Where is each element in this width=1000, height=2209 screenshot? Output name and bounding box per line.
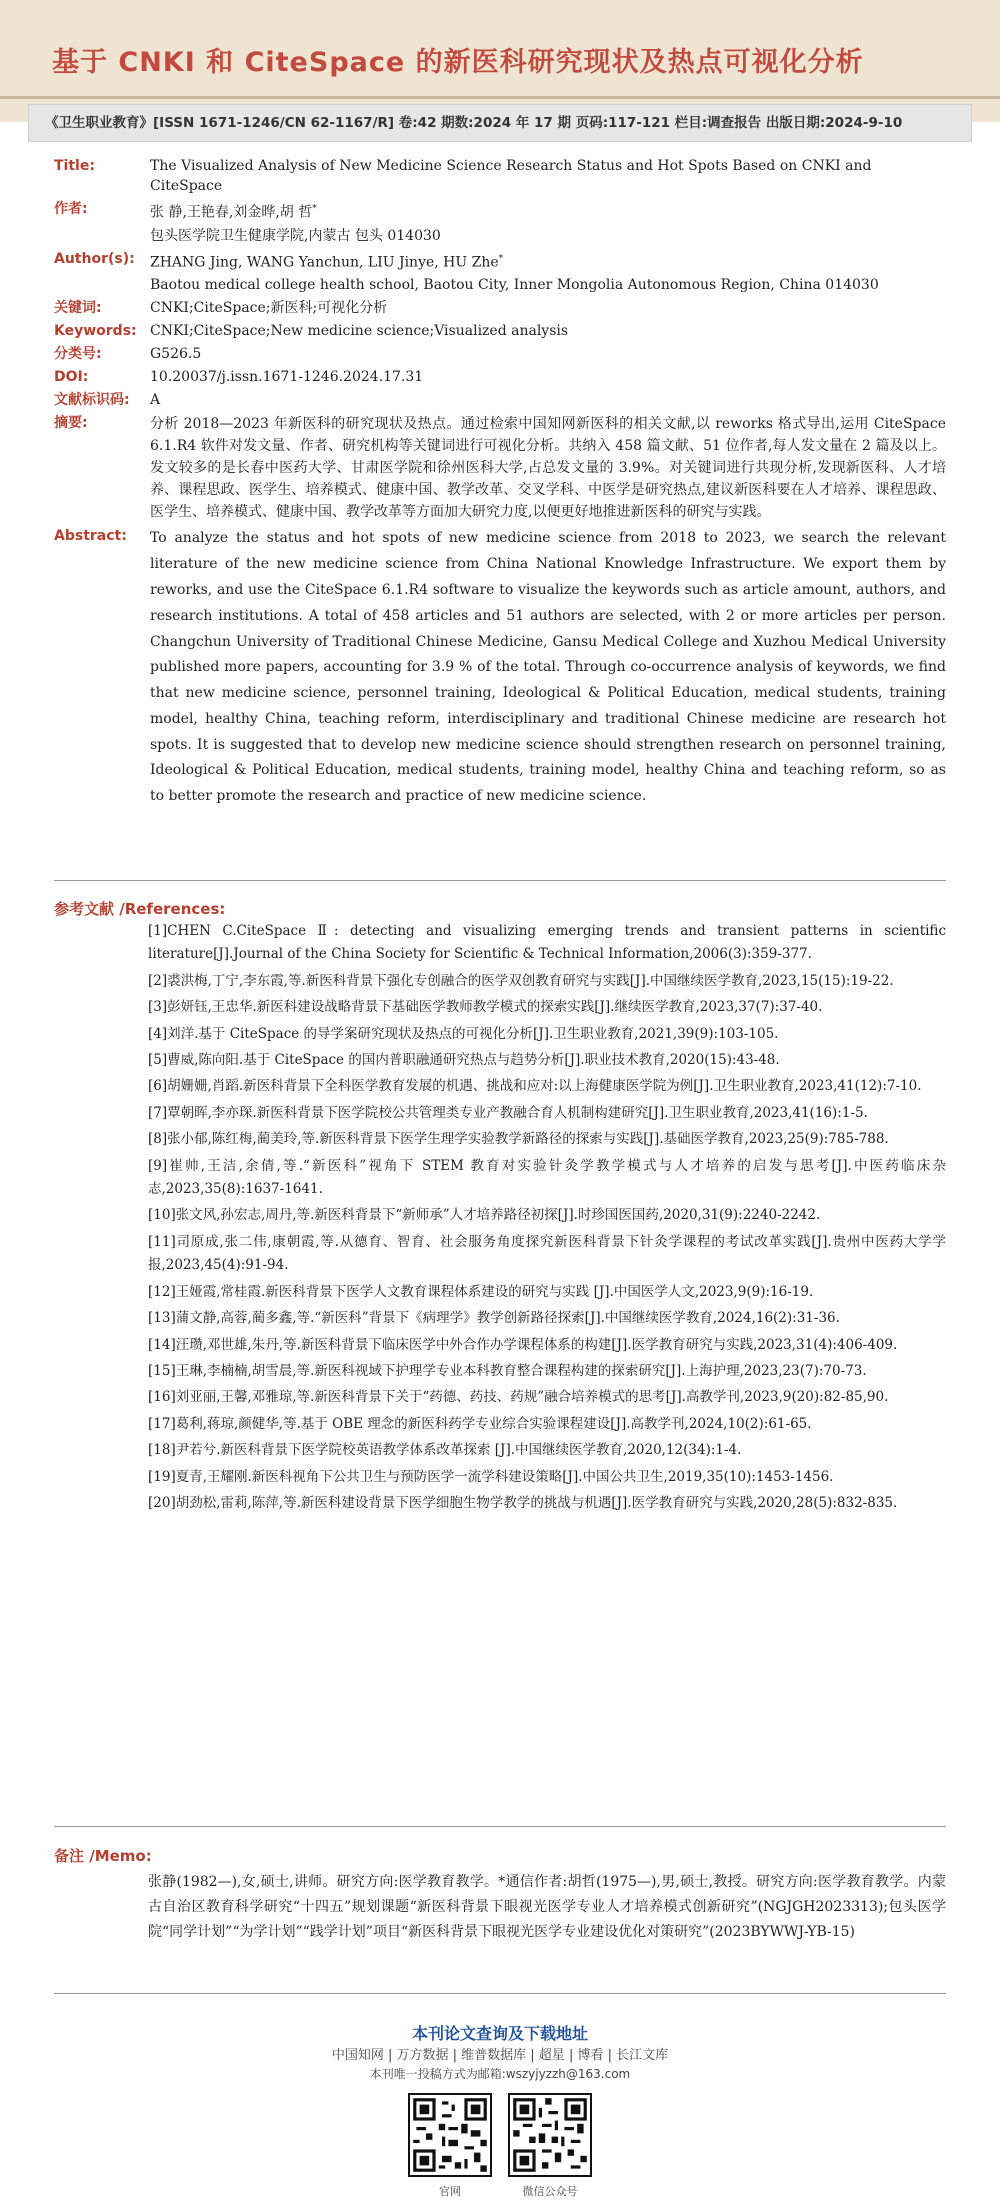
wechat-qr-caption: 微信公众号 bbox=[522, 2185, 578, 2198]
reference-item: [3]彭妍钰,王忠华.新医科建设战略背景下基础医学教师教学模式的探索实践[J].继续医学教育,2023,37(7):37-40. bbox=[148, 999, 823, 1016]
section-divider bbox=[54, 880, 946, 881]
title-en: The Visualized Analysis of New Medicine Science Research Status and Hot Spots Based on CNKI and CiteSpace bbox=[150, 158, 872, 194]
footer-title: 本刊论文查询及下载地址 bbox=[411, 2024, 588, 2043]
reference-item: [13]蒲文静,高蓉,蔺多鑫,等.“新医科”背景下《病理学》教学创新路径探索[J].中国继续医学教育,2024,16(2):31-36. bbox=[148, 1310, 840, 1327]
reference-item: [18]尹若兮.新医科背景下医学院校英语教学体系改革探索 [J].中国继续医学教育,2020,12(34):1-4. bbox=[148, 1442, 742, 1459]
affiliation-en-row bbox=[54, 275, 946, 295]
qr-code-icon bbox=[510, 2095, 590, 2175]
banner-divider bbox=[0, 96, 1000, 99]
affiliation-cn: 包头医学院卫生健康学院,内蒙古 包头 014030 bbox=[150, 227, 441, 244]
reference-item: [1]CHEN C.CiteSpace Ⅱ: detecting and visualizing emerging trends and transient patterns in scientific literature[J].Journal of the China Society for Scientific & Technical Information,2006(3):359-377. bbox=[148, 923, 946, 963]
doc-code-label: 文献标识码: bbox=[54, 392, 130, 409]
abstract-en-row bbox=[54, 526, 946, 810]
reference-item: [14]汪瓒,邓世雄,朱丹,等.新医科背景下临床医学中外合作办学课程体系的构建[J].医学教育研究与实践,2023,31(4):406-409. bbox=[148, 1336, 898, 1353]
doi-row bbox=[54, 367, 946, 387]
reference-item: [20]胡劲松,雷莉,陈萍,等.新医科建设背景下医学细胞生物学教学的挑战与机遇[J].医学教育研究与实践,2020,28(5):832-835. bbox=[148, 1494, 898, 1511]
references-heading: 参考文献 /References: bbox=[54, 900, 226, 918]
doc-code-value: A bbox=[150, 392, 161, 409]
section-divider bbox=[54, 1826, 946, 1827]
authors-en-row bbox=[54, 249, 946, 273]
reference-item: [10]张文风,孙宏志,周丹,等.新医科背景下“新师承”人才培养路径初探[J].时珍国医国药,2020,31(9):2240-2242. bbox=[148, 1207, 821, 1224]
reference-item: [4]刘洋.基于 CiteSpace 的导学案研究现状及热点的可视化分析[J].卫生职业教育,2021,39(9):103-105. bbox=[148, 1025, 779, 1042]
wechat-qr-code[interactable] bbox=[508, 2093, 592, 2177]
keywords-row bbox=[54, 298, 946, 318]
journal-meta-bar: 《卫生职业教育》[ISSN 1671-1246/CN 62-1167/R] 卷:42 期数:2024 年 17 期 页码:117-121 栏目:调查报告 出版日期:2024-9-10 bbox=[28, 104, 972, 142]
abstract-en: To analyze the status and hot spots of new medicine science from 2018 to 2023, we search the relevant literature of the new medicine science from China National Knowledge Infrastructure. We export them by reworks, and use the CiteSpace 6.1.R4 software to visualize the keywords such as article amount, authors, and research institutions. A total of 458 articles and 51 authors are selected, with 2 or more articles per person. Changchun University of Traditional Chinese Medicine, Gansu Medical College and Xuzhou Medical University published more papers, accounting for 3.9 % of the total. Through co-occurrence analysis of keywords, we find that new medicine science, personnel training, Ideological & Political Education, medical students, training model, healthy China, teaching reform, interdisciplinary and traditional Chinese medicine are research hot spots. It is suggested that to develop new medicine science should strengthen research on personnel training, Ideological & Political Education, medical students, training model, healthy China and teaching reform, so as to better promote the research and practice of new medicine science. bbox=[150, 530, 946, 805]
authors-row bbox=[54, 199, 946, 223]
references-list bbox=[148, 920, 946, 1518]
authors-label: 作者: bbox=[54, 201, 88, 217]
keywords-cn: CNKI;CiteSpace;新医科;可视化分析 bbox=[150, 300, 388, 317]
database-links[interactable]: 中国知网 | 万方数据 | 维普数据库 | 超星 | 博看 | 长江文库 bbox=[331, 2048, 669, 2063]
doc-code-row bbox=[54, 390, 946, 410]
authors-en-value bbox=[150, 249, 946, 273]
reference-item: [17]葛利,蒋琼,颜健华,等.基于 OBE 理念的新医科药学专业综合实验课程建设[J].高教学刊,2024,10(2):61-65. bbox=[148, 1415, 812, 1432]
abstract-cn: 分析 2018—2023 年新医科的研究现状及热点。通过检索中国知网新医科的相关文献,以 reworks 格式导出,运用 CiteSpace 6.1.R4 软件对发文量、作者、研究机构等关键词进行可视化分析。共纳入 458 篇文献、51 位作者,每人发文量在 2 篇及以上。发文较多的是长春中医药大学、甘肃医学院和徐州医科大学,占总发文量的 3.9%。对关键词进行共现分析,发现新医科、人才培养、课程思政、医学生、培养模式、健康中国、教学改革、交叉学科、中医学是研究热点,建议新医科要在人才培养、课程思政、医学生、培养模式、健康中国、教学改革等方面加大研究力度,以便更好地推进新医科的研究与实践。 bbox=[150, 416, 946, 521]
reference-item: [15]王琳,李楠楠,胡雪晨,等.新医科视域下护理学专业本科教育整合课程构建的探索研究[J].上海护理,2023,23(7):70-73. bbox=[148, 1362, 867, 1379]
abstract-cn-label: 摘要: bbox=[54, 415, 88, 432]
keywords-en-row bbox=[54, 321, 946, 341]
page-title: 基于 CNKI 和 CiteSpace 的新医科研究现状及热点可视化分析 bbox=[52, 47, 864, 78]
reference-item: [9]崔帅,王洁,余倩,等.“新医科”视角下 STEM 教育对实验针灸学教学模式与人才培养的启发与思考[J].中医药临床杂志,2023,35(8):1637-1641. bbox=[148, 1157, 946, 1198]
reference-item: [16]刘亚丽,王馨,邓雅琼,等.新医科背景下关于“药德、药技、药规”融合培养模式的思考[J].高教学刊,2023,9(20):82-85,90. bbox=[148, 1389, 889, 1406]
reference-item: [2]裘洪梅,丁宁,李东霞,等.新医科背景下强化专创融合的医学双创教育研究与实践[J].中国继续医学教育,2023,15(15):19-22. bbox=[148, 972, 894, 989]
doi-value[interactable]: 10.20037/j.issn.1671-1246.2024.17.31 bbox=[150, 369, 424, 386]
doi-label: DOI: bbox=[54, 369, 89, 386]
article-info bbox=[54, 156, 946, 813]
class-number: G526.5 bbox=[150, 346, 202, 363]
memo-text: 张静(1982—),女,硕士,讲师。研究方向:医学教育教学。*通信作者:胡哲(1975—),男,硕士,教授。研究方向:医学教育教学。内蒙古自治区教育科学研究“十四五”规划课题“新医科背景下眼视光医学专业人才培养模式创新研究”(NGJGH2023313);包头医学院“同学计划”“为学计划”“践学计划”项目“新医科背景下眼视光医学专业建设优化对策研究”(2023BYWWJ-YB-15) bbox=[148, 1874, 946, 1940]
website-qr-code[interactable] bbox=[408, 2093, 492, 2177]
reference-item: [19]夏青,王耀刚.新医科视角下公共卫生与预防医学一流学科建设策略[J].中国公共卫生,2019,35(10):1453-1456. bbox=[148, 1468, 834, 1485]
qr-code-icon bbox=[410, 2095, 490, 2175]
submission-email[interactable]: 本刊唯一投稿方式为邮箱:wszyjyzzh@163.com bbox=[369, 2067, 631, 2081]
authors-en-label: Author(s): bbox=[54, 250, 135, 267]
reference-item: [12]王娅霞,常桂霞.新医科背景下医学人文教育课程体系建设的研究与实践 [J].中国医学人文,2023,9(9):16-19. bbox=[148, 1283, 814, 1300]
reference-item: [11]司原成,张二伟,康朝霞,等.从德育、智育、社会服务角度探究新医科背景下针灸学课程的考试改革实践[J].贵州中医药大学学报,2023,45(4):91-94. bbox=[148, 1233, 946, 1274]
affiliation-en: Baotou medical college health school, Baotou City, Inner Mongolia Autonomous Region, China 014030 bbox=[150, 277, 879, 294]
authors-en: ZHANG Jing, WANG Yanchun, LIU Jinye, HU Zhe bbox=[150, 254, 499, 271]
reference-item: [7]覃朝晖,李亦琛.新医科背景下医学院校公共管理类专业产教融合育人机制构建研究[J].卫生职业教育,2023,41(16):1-5. bbox=[148, 1104, 868, 1121]
title-label: Title: bbox=[54, 158, 95, 174]
affiliation-row bbox=[54, 226, 946, 246]
abstract-en-label: Abstract: bbox=[54, 528, 127, 545]
abstract-cn-row bbox=[54, 413, 946, 523]
reference-item: [8]张小郁,陈红梅,蔺美玲,等.新医科背景下医学生理学实验教学新路径的探索与实践[J].基础医学教育,2023,25(9):785-788. bbox=[148, 1131, 889, 1148]
section-divider bbox=[54, 1993, 946, 1994]
keywords-en-label: Keywords: bbox=[54, 323, 137, 340]
corresponding-mark: * bbox=[312, 204, 317, 214]
keywords-en: CNKI;CiteSpace;New medicine science;Visualized analysis bbox=[150, 323, 569, 340]
reference-item: [6]胡姗姗,肖蹈.新医科背景下全科医学教育发展的机遇、挑战和应对:以上海健康医学院为例[J].卫生职业教育,2023,41(12):7-10. bbox=[148, 1078, 922, 1095]
class-row bbox=[54, 344, 946, 364]
reference-item: [5]曹威,陈向阳.基于 CiteSpace 的国内普职融通研究热点与趋势分析[J].职业技术教育,2020(15):43-48. bbox=[148, 1052, 780, 1069]
website-qr-caption: 官网 bbox=[439, 2185, 461, 2198]
memo-heading: 备注 /Memo: bbox=[54, 1847, 152, 1865]
keywords-label: 关键词: bbox=[54, 300, 102, 317]
class-label: 分类号: bbox=[54, 346, 102, 363]
authors-cn-value bbox=[150, 199, 946, 223]
title-row bbox=[54, 156, 946, 196]
corresponding-mark-en: * bbox=[498, 253, 504, 264]
authors-cn: 张 静,王艳春,刘金晔,胡 哲 bbox=[150, 204, 313, 221]
